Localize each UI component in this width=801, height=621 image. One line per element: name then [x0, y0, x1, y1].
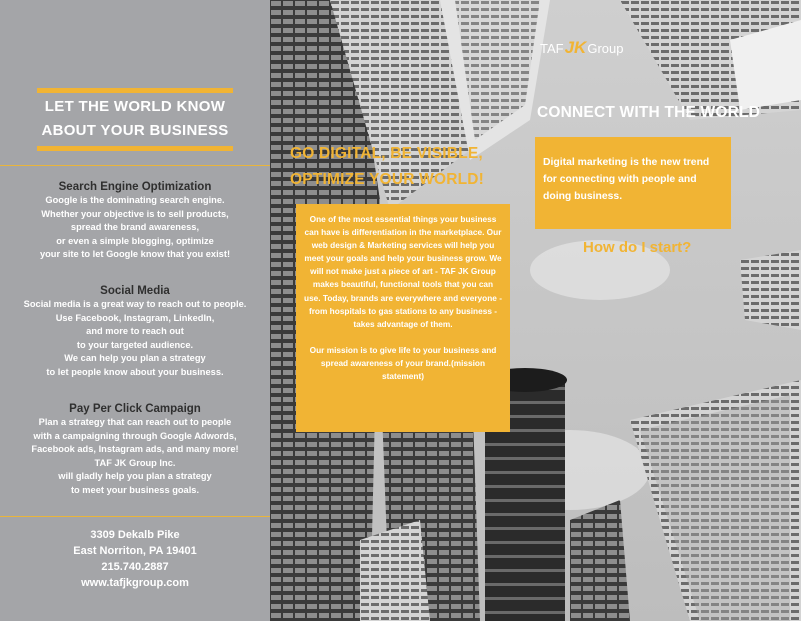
connect-heading: CONNECT WITH THE WORLD	[537, 104, 761, 121]
address-phone: 215.740.2887	[101, 561, 169, 573]
headline-bottom-bar	[37, 146, 233, 151]
left-headline	[20, 95, 250, 143]
right-info-box	[535, 137, 731, 229]
logo-jk-mark: JK	[564, 38, 587, 57]
divider-bottom	[0, 516, 270, 517]
section-body: Google is the dominating search engine. Whether your objective is to sell products, spread the brand awareness, or even a simple blogging, optimize your site to let Google know that you exist!	[39, 195, 231, 259]
logo-taf-text: TAF	[540, 40, 564, 56]
section-title: Search Engine Optimization	[58, 181, 212, 193]
ppc-section	[14, 402, 256, 497]
center-info-box	[296, 204, 510, 432]
digital-marketing-text: Digital marketing is the new trend for connecting with people and doing business.	[543, 157, 710, 202]
go-digital-line-1: GO DIGITAL, BE VISIBLE,	[290, 145, 483, 162]
address-website: www.tafjkgroup.com	[81, 577, 189, 589]
section-title: Pay Per Click Campaign	[69, 403, 201, 415]
address-city: East Norriton, PA 19401	[73, 545, 197, 557]
section-body: Social media is a great way to reach out to people. Use Facebook, Instagram, LinkedIn, and more to reach out to your targeted audience. We can help you plan a strategy to let people know about your business.	[23, 299, 247, 377]
headline-line-2: ABOUT YOUR BUSINESS	[41, 122, 229, 139]
logo-group-text: Group	[587, 40, 624, 56]
go-digital-heading	[290, 141, 530, 193]
center-paragraph-1: One of the most essential things your business can have is differentiation in the marketplace. Our web design & Marketing services will help you meet your goals and help your business grow. We will not make just a piece of art - TAF JK Group makes beautiful, functional tools that you can use. Today, brands are everywhere and everyone - from hospitals to gas stations to any business - takes advantage of them.	[304, 214, 502, 329]
contact-address	[14, 527, 256, 591]
address-street: 3309 Dekalb Pike	[90, 529, 180, 541]
mission-statement: Our mission is to give life to your business and spread awareness of your brand.(mission statement)	[309, 344, 497, 382]
how-do-i-start-heading: How do I start?	[583, 239, 692, 256]
section-body: Plan a strategy that can reach out to people with a campaigning through Google Adwords, Facebook ads, Instagram ads, and many more! TAF JK Group Inc. will gladly help you plan a strategy to meet your business goals.	[31, 417, 239, 495]
go-digital-line-2: OPTIMIZE YOUR WORLD!	[290, 171, 485, 188]
headline-line-1: LET THE WORLD KNOW	[44, 98, 226, 115]
left-panel	[0, 0, 270, 621]
headline-top-bar	[37, 88, 233, 93]
seo-section	[14, 180, 256, 262]
divider-top	[0, 165, 270, 166]
social-media-section	[14, 284, 256, 379]
taf-jk-group-logo	[540, 38, 623, 58]
section-title: Social Media	[100, 285, 170, 297]
